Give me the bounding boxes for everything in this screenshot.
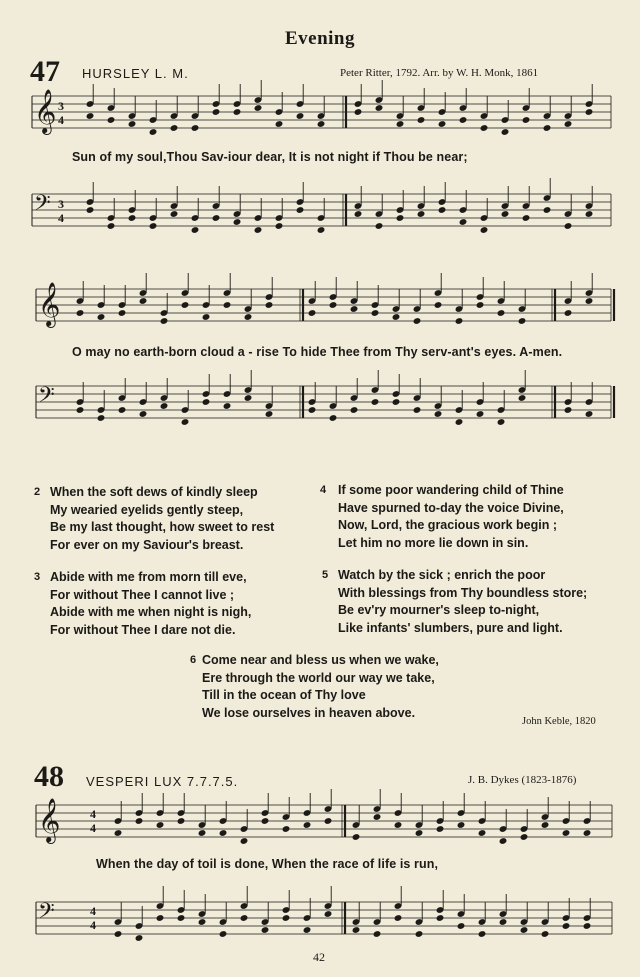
note-head xyxy=(261,817,270,825)
time-signature: 3 xyxy=(58,99,64,113)
note-head xyxy=(564,222,573,230)
note-head xyxy=(86,112,95,120)
note-head xyxy=(233,218,242,226)
note-head xyxy=(177,817,186,825)
note-head xyxy=(417,210,426,218)
verse-number: 3 xyxy=(34,571,41,583)
verse-line: Abide with me when night is nigh, xyxy=(50,605,252,619)
note-head xyxy=(156,914,165,922)
note-head xyxy=(501,128,510,136)
lyrics-line-47-1: Sun of my soul,Thou Sav-iour dear, It is not night if Thou be near; xyxy=(72,150,468,164)
note-head xyxy=(522,116,531,124)
verse-6 xyxy=(190,652,490,722)
note-head xyxy=(202,313,211,321)
note-head xyxy=(219,829,228,837)
note-head xyxy=(177,914,186,922)
verse-line: Come near and bless us when we wake, xyxy=(202,653,439,667)
note-head xyxy=(240,914,249,922)
treble-clef: 𝄞 xyxy=(38,282,61,326)
note-head xyxy=(543,206,552,214)
note-head xyxy=(438,120,447,128)
note-head xyxy=(156,821,165,829)
verse-line: If some poor wandering child of Thine xyxy=(338,483,564,497)
note-head xyxy=(392,398,401,406)
note-head xyxy=(354,108,363,116)
note-head xyxy=(114,829,123,837)
note-head xyxy=(564,120,573,128)
verse-number: 6 xyxy=(190,654,197,666)
note-head xyxy=(181,301,190,309)
note-head xyxy=(562,829,571,837)
note-head xyxy=(476,410,485,418)
note-head xyxy=(233,108,242,116)
note-head xyxy=(97,313,106,321)
hymn-number-48: 48 xyxy=(34,760,64,793)
verse-line: Be my last thought, how sweet to rest xyxy=(50,520,275,534)
note-head xyxy=(459,116,468,124)
verse-line: Now, Lord, the gracious work begin ; xyxy=(338,518,557,532)
note-head xyxy=(128,214,137,222)
note-head xyxy=(244,313,253,321)
verse-line: We lose ourselves in heaven above. xyxy=(202,705,416,720)
note-head xyxy=(541,930,550,938)
hymn-number-47: 47 xyxy=(30,55,60,88)
note-head xyxy=(97,414,106,422)
note-head xyxy=(244,394,253,402)
verse-number: 2 xyxy=(34,486,41,498)
note-head xyxy=(149,222,158,230)
note-head xyxy=(434,301,443,309)
note-head xyxy=(223,301,232,309)
note-head xyxy=(296,112,305,120)
note-head xyxy=(303,821,312,829)
note-head xyxy=(107,222,116,230)
tune-name-48: VESPERI LUX 7.7.7.5. xyxy=(86,774,239,789)
note-head xyxy=(329,301,338,309)
lyrics-line-48-1: When the day of toil is done, When the race of life is run, xyxy=(96,857,439,871)
note-head xyxy=(371,309,380,317)
verse-4 xyxy=(320,482,620,552)
note-head xyxy=(275,120,284,128)
note-head xyxy=(261,926,270,934)
note-head xyxy=(518,394,527,402)
note-head xyxy=(308,309,317,317)
note-head xyxy=(160,402,169,410)
verse-number: 5 xyxy=(322,569,329,581)
note-head xyxy=(583,829,592,837)
tune-name-47: HURSLEY L. M. xyxy=(82,66,189,81)
composer-credit-47: Peter Ritter, 1792. Arr. by W. H. Monk, 1861 xyxy=(340,67,539,79)
note-head xyxy=(352,926,361,934)
note-head xyxy=(212,108,221,116)
note-head xyxy=(223,402,232,410)
note-head xyxy=(499,837,508,845)
note-head xyxy=(480,226,489,234)
note-head xyxy=(457,821,466,829)
note-head xyxy=(317,120,326,128)
note-head xyxy=(296,206,305,214)
note-head xyxy=(86,206,95,214)
note-head xyxy=(585,210,594,218)
note-head xyxy=(254,104,263,112)
note-head xyxy=(139,297,148,305)
page-number: 42 xyxy=(313,950,325,964)
note-head xyxy=(350,406,359,414)
note-head xyxy=(76,406,85,414)
note-head xyxy=(518,317,527,325)
verse-line: Have spurned to-day the voice Divine, xyxy=(338,500,564,515)
note-head xyxy=(371,398,380,406)
note-head xyxy=(394,914,403,922)
note-head xyxy=(118,309,127,317)
time-signature: 4 xyxy=(90,904,96,918)
note-head xyxy=(497,418,506,426)
verse-line: Like infants' slumbers, pure and light. xyxy=(338,620,563,635)
note-head xyxy=(394,821,403,829)
note-head xyxy=(352,833,361,841)
bass-clef: 𝄢 xyxy=(38,899,55,929)
note-head xyxy=(417,116,426,124)
note-head xyxy=(480,124,489,132)
note-head xyxy=(139,410,148,418)
note-head xyxy=(520,833,529,841)
note-head xyxy=(415,930,424,938)
note-head xyxy=(191,124,200,132)
note-head xyxy=(114,930,123,938)
note-head xyxy=(265,410,274,418)
note-head xyxy=(396,214,405,222)
note-head xyxy=(324,910,333,918)
note-head xyxy=(135,934,144,942)
note-head xyxy=(585,297,594,305)
note-head xyxy=(541,821,550,829)
note-head xyxy=(282,825,291,833)
note-head xyxy=(457,922,466,930)
note-head xyxy=(392,313,401,321)
lyrics-line-47-2: O may no earth-born cloud a - rise To hide Thee from Thy serv-ant's eyes. A-men. xyxy=(72,345,563,359)
note-head xyxy=(478,829,487,837)
note-head xyxy=(585,410,594,418)
note-head xyxy=(240,837,249,845)
note-head xyxy=(350,305,359,313)
note-head xyxy=(438,206,447,214)
note-head xyxy=(413,317,422,325)
note-head xyxy=(212,214,221,222)
note-head xyxy=(160,317,169,325)
composer-credit-48: J. B. Dykes (1823-1876) xyxy=(468,774,577,786)
verse-line: When the soft dews of kindly sleep xyxy=(50,485,258,499)
verse-line: Let him no more lie down in sin. xyxy=(338,535,529,550)
bass-clef: 𝄢 xyxy=(38,383,55,413)
note-head xyxy=(499,918,508,926)
note-head xyxy=(520,926,529,934)
note-head xyxy=(415,829,424,837)
time-signature: 4 xyxy=(90,807,96,821)
note-head xyxy=(455,418,464,426)
note-head xyxy=(564,309,573,317)
verse-line: For ever on my Saviour's breast. xyxy=(50,537,244,552)
verse-line: For without Thee I dare not die. xyxy=(50,622,236,637)
note-head xyxy=(265,301,274,309)
note-head xyxy=(76,309,85,317)
note-head xyxy=(254,226,263,234)
bass-clef: 𝄢 xyxy=(34,191,51,221)
note-head xyxy=(459,218,468,226)
note-head xyxy=(170,210,179,218)
verse-3 xyxy=(34,569,324,639)
note-head xyxy=(375,222,384,230)
section-title: Evening xyxy=(284,28,356,49)
note-head xyxy=(455,317,464,325)
note-head xyxy=(436,914,445,922)
note-head xyxy=(522,214,531,222)
note-head xyxy=(501,210,510,218)
note-head xyxy=(373,813,382,821)
time-signature: 4 xyxy=(58,211,64,225)
verse-line: Abide with me from morn till eve, xyxy=(50,570,247,584)
note-head xyxy=(324,817,333,825)
note-head xyxy=(585,108,594,116)
verse-5 xyxy=(322,567,622,637)
note-head xyxy=(219,930,228,938)
note-head xyxy=(354,210,363,218)
note-head xyxy=(107,116,116,124)
note-head xyxy=(476,301,485,309)
note-head xyxy=(329,414,338,422)
verse-line: For without Thee I cannot live ; xyxy=(50,587,235,602)
note-head xyxy=(308,406,317,414)
note-head xyxy=(135,817,144,825)
verse-line: Watch by the sick ; enrich the poor xyxy=(338,568,546,582)
note-head xyxy=(434,410,443,418)
verse-line: With blessings from Thy boundless store; xyxy=(338,585,588,600)
verse-line: Ere through the world our way we take, xyxy=(202,670,435,685)
note-head xyxy=(191,226,200,234)
note-head xyxy=(202,398,211,406)
verse-line: Till in the ocean of Thy love xyxy=(202,688,366,702)
time-signature: 4 xyxy=(90,918,96,932)
treble-clef: 𝄞 xyxy=(34,89,57,133)
note-head xyxy=(118,406,127,414)
note-head xyxy=(275,222,284,230)
text-author-47: John Keble, 1820 xyxy=(522,716,596,727)
note-head xyxy=(373,930,382,938)
note-head xyxy=(198,918,207,926)
note-head xyxy=(303,926,312,934)
verse-2 xyxy=(34,484,327,554)
note-head xyxy=(413,406,422,414)
note-head xyxy=(317,226,326,234)
treble-clef: 𝄞 xyxy=(38,798,61,842)
time-signature: 3 xyxy=(58,197,64,211)
time-signature: 4 xyxy=(90,821,96,835)
verse-line: My wearied eyelids gently steep, xyxy=(50,502,244,517)
note-head xyxy=(128,120,137,128)
note-head xyxy=(543,124,552,132)
verse-number: 4 xyxy=(320,484,327,496)
note-head xyxy=(478,930,487,938)
note-head xyxy=(181,418,190,426)
note-head xyxy=(564,406,573,414)
note-head xyxy=(436,825,445,833)
verse-line: Be ev'ry mourner's sleep to-night, xyxy=(338,603,540,617)
note-head xyxy=(375,104,384,112)
note-head xyxy=(198,829,207,837)
time-signature: 4 xyxy=(58,113,64,127)
note-head xyxy=(170,124,179,132)
note-head xyxy=(149,128,158,136)
note-head xyxy=(562,922,571,930)
note-head xyxy=(583,922,592,930)
note-head xyxy=(497,309,506,317)
note-head xyxy=(396,120,405,128)
note-head xyxy=(282,914,291,922)
